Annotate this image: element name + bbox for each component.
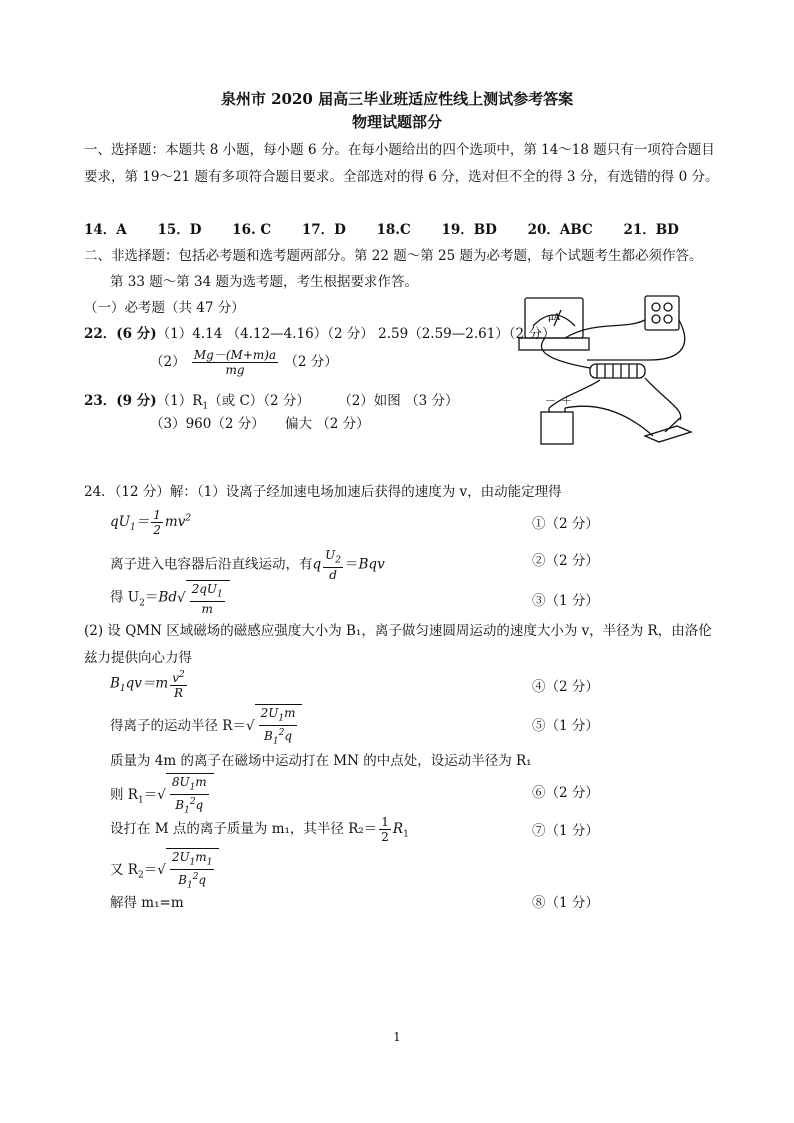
- section1-heading: 一、选择题：本题共 8 小题，每小题 6 分。在每小题给出的四个选项中，第 14～18 题只有一项符合题目要求，第 19～21 题有多项符合题目要求。全部选对的得 6 分，选对但不全的得 3 分，有选错的得 0 分。: [84, 142, 719, 185]
- q24-eq6: 则 $R_1=$ √ $\frac{8U_1m}{B_1^2q}$: [110, 773, 214, 818]
- q23-r: （1）R: [156, 393, 203, 409]
- q24-score-7: ⑦（1 分）: [532, 823, 599, 839]
- q22-part1: （1）4.14 （4.12—4.16）（2 分） 2.59（2.59—2.61）（2 分）: [156, 326, 556, 342]
- q23-line1-b: （或 C）（2 分）: [208, 393, 310, 409]
- q22-label: 22．(6 分): [84, 326, 157, 342]
- q24-eq6-text: 则 R: [110, 786, 138, 803]
- q24-score-6: ⑥（2 分）: [532, 785, 599, 801]
- battery-icon: [541, 412, 573, 444]
- answer-17: 17．D: [301, 222, 346, 238]
- q24-score-1: ①（2 分）: [532, 516, 599, 532]
- q24-line6: 质量为 4m 的离子在磁场中运动打在 MN 的中点处，设运动半径为 R₁: [110, 753, 532, 769]
- page-number: 1: [393, 1030, 401, 1044]
- q24-score-3: ③（1 分）: [532, 593, 599, 609]
- q24-eq2-text: 离子进入电容器后沿直线运动，有: [110, 556, 313, 573]
- section2-heading-1: 二、非选择题：包括必考题和选考题两部分。第 22 题～第 25 题为必考题，每个试题考生都必须作答。: [84, 248, 703, 264]
- q23-line1-c: （2）如图 （3 分）: [338, 393, 459, 409]
- q23-line2: （3）960（2 分） 偏大 （2 分）: [150, 416, 370, 432]
- page-title: 泉州市 2020 届高三毕业班适应性线上测试参考答案: [220, 90, 574, 108]
- answer-18: 18.C: [376, 222, 411, 238]
- page-subtitle: 物理试题部分: [351, 113, 442, 131]
- answer-14: 14．A: [84, 222, 127, 238]
- q22-part2-score: （2 分）: [284, 354, 338, 370]
- answer-list: [84, 218, 679, 238]
- svg-text:－: －: [545, 394, 556, 407]
- q24-eq7: 设打在 M 点的离子质量为 m₁，其半径 R₂＝ $\frac{1}{2}$ $R_1$: [110, 815, 409, 844]
- q22-fraction: [192, 348, 278, 377]
- answer-15: 15．D: [157, 222, 202, 238]
- svg-text:＋: ＋: [561, 394, 572, 407]
- answer-19: 19．BD: [441, 222, 497, 238]
- q22-frac-num: Mg－(M+m)a: [193, 348, 277, 362]
- q24-intro: 24．（12 分）解：（1）设离子经加速电场加速后获得的速度为 v，由动能定理得: [84, 484, 562, 500]
- section2-heading-2: 第 33 题～第 34 题为选考题，考生根据要求作答。: [110, 274, 419, 290]
- q22-frac-den: mg: [225, 363, 245, 377]
- q24-eq8-text: 又 R: [110, 861, 138, 878]
- answer-20: 20．ABC: [527, 222, 593, 238]
- answer-16: 16. C: [232, 222, 272, 238]
- answer-21: 21．BD: [623, 222, 679, 238]
- q24-line10: 解得 m₁=m: [110, 895, 184, 911]
- q24-eq2: 离子进入电容器后沿直线运动，有q $\frac{U_2}{d}$ ＝Bqv: [110, 548, 385, 583]
- q24-eq5-text: 得离子的运动半径 R＝: [110, 717, 246, 734]
- q22-line1: [84, 322, 555, 342]
- q24-score-8: ⑧（1 分）: [532, 895, 599, 911]
- q24-score-4: ④（2 分）: [532, 679, 599, 695]
- meter-label: μA: [547, 313, 561, 323]
- resistance-box-icon: [645, 296, 679, 330]
- q24-score-5: ⑤（1 分）: [532, 718, 599, 734]
- q24-eq1: $qU_1=$ $\frac{1}{2}$ $mv^2$: [110, 508, 192, 537]
- q23-label: 23．(9 分): [84, 393, 157, 409]
- q24-part2-line1: (2) 设 QMN 区域磁场的磁感应强度大小为 B₁，离子做匀速圆周运动的速度大小为 v，半径为 R，由洛伦兹力提供向心力得: [84, 623, 712, 666]
- q22-line2: [150, 348, 338, 377]
- q22-part2-prefix: （2）: [150, 354, 186, 370]
- q24-eq3-text: 得 U: [110, 589, 140, 606]
- q24-eq5: 得离子的运动半径 R＝ √ $\frac{2U_1m}{B_1^2q}$: [110, 704, 302, 749]
- q24-eq3: 得 $U_2=Bd$ √ $\frac{2qU_1}{m}$: [110, 580, 230, 616]
- q24-eq7-text: 设打在 M 点的离子质量为 m₁，其半径 R₂＝: [110, 821, 378, 837]
- q23-line1: 23．(9 分)$(1)R_1$（或 C）（2 分） （2）如图 （3 分）: [84, 393, 459, 412]
- circuit-diagram: [505, 290, 705, 450]
- required-section-title: （一）必考题（共 47 分）: [84, 300, 245, 316]
- q24-eq4: $B_1qv=m$ $\frac{v^2}{R}$: [110, 670, 185, 700]
- q24-eq8: 又 $R_2=$ √ $\frac{2U_1m_1}{B_1^2q}$: [110, 848, 219, 893]
- q24-score-2: ②（2 分）: [532, 553, 599, 569]
